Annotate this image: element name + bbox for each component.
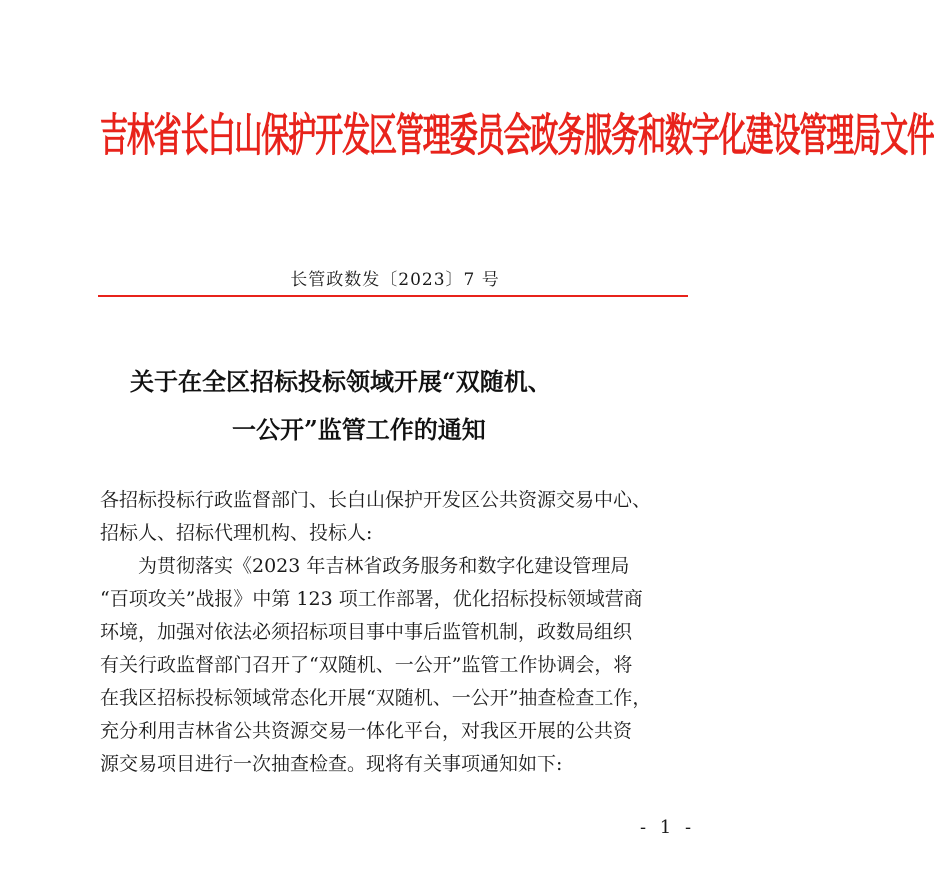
body-line: 在我区招标投标领域常态化开展“双随机、一公开”抽查检查工作，	[100, 687, 652, 709]
body-line: “百项攻关”战报》中第 123 项工作部署，优化招标投标领域营商	[100, 588, 643, 610]
red-divider-line	[98, 295, 688, 297]
body-line: 有关行政监督部门召开了“双随机、一公开”监管工作协调会，将	[100, 654, 633, 676]
body-line: 各招标投标行政监督部门、长白山保护开发区公共资源交易中心、	[100, 489, 652, 511]
notice-title-line-2: 一公开”监管工作的通知	[232, 415, 486, 444]
body-line: 源交易项目进行一次抽查检查。现将有关事项通知如下:	[100, 753, 563, 775]
notice-title-line-1: 关于在全区招标投标领域开展“双随机、	[130, 367, 552, 396]
notice-body	[100, 484, 700, 781]
notice-title	[100, 358, 690, 454]
body-line: 为贯彻落实《2023 年吉林省政务服务和数字化建设管理局	[138, 555, 630, 577]
page-number: - 1 -	[640, 817, 696, 838]
body-line: 招标人、招标代理机构、投标人:	[100, 522, 373, 544]
body-line: 环境，加强对依法必须招标项目事中事后监管机制，政数局组织	[100, 621, 633, 643]
issuer-red-header: 吉林省长白山保护开发区管理委员会政务服务和数字化建设管理局文件	[100, 108, 934, 162]
body-line: 充分利用吉林省公共资源交易一体化平台，对我区开展的公共资	[100, 720, 633, 742]
document-number: 长管政数发〔2023〕7 号	[290, 270, 500, 290]
